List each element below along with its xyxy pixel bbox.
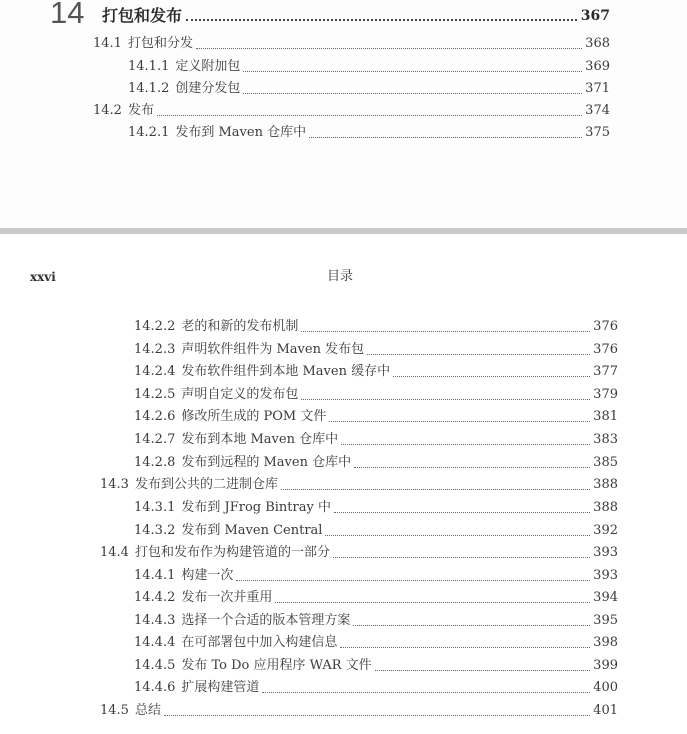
- toc-entry: [128, 56, 610, 76]
- toc-entry: [134, 452, 618, 472]
- entry-number: 14.4.5: [134, 658, 176, 673]
- entry-number: 14.4.3: [134, 613, 176, 628]
- entry-title: 扩展构建管道: [181, 680, 260, 695]
- entry-title: 在可部署包中加入构建信息: [181, 635, 338, 650]
- dot-leader: [275, 602, 590, 603]
- entry-title: 发布到远程的 Maven 仓库中: [181, 455, 352, 470]
- entry-number: 14.2: [93, 103, 122, 118]
- dot-leader: [375, 670, 591, 671]
- toc-entry: [134, 655, 618, 675]
- entry-number: 14.2.8: [134, 455, 176, 470]
- toc-entry: [134, 361, 618, 381]
- dot-leader: [325, 535, 590, 536]
- entry-title: 创建分发包: [175, 81, 241, 96]
- dot-leader: [367, 354, 590, 355]
- entry-number: 14.1.2: [128, 81, 170, 96]
- entry-page-number: 383: [593, 432, 618, 447]
- toc-entry: [134, 632, 618, 652]
- toc-entry: [134, 384, 618, 404]
- entry-page-number: 393: [593, 568, 618, 583]
- entry-title: 老的和新的发布机制: [181, 319, 299, 334]
- entry-page-number: 368: [585, 36, 610, 51]
- dot-leader: [157, 115, 582, 116]
- entry-page-number: 385: [593, 455, 618, 470]
- entry-title: 发布到公共的二进制仓库: [134, 477, 278, 492]
- page-number-label: xxvi: [30, 270, 56, 284]
- entry-page-number: 395: [593, 613, 618, 628]
- dot-leader: [281, 489, 590, 490]
- entry-number: 14.1.1: [128, 59, 170, 74]
- entry-number: 14.5: [100, 703, 129, 718]
- entry-title: 发布 To Do 应用程序 WAR 文件: [181, 658, 372, 673]
- entry-number: 14.3.2: [134, 523, 176, 538]
- dot-leader: [340, 647, 590, 648]
- toc-entry: [128, 78, 610, 98]
- entry-page-number: 393: [593, 545, 618, 560]
- entry-number: 14.1: [93, 36, 122, 51]
- entry-title: 选择一个合适的版本管理方案: [181, 613, 351, 628]
- entry-page-number: 371: [585, 81, 610, 96]
- entry-page-number: 392: [593, 523, 618, 538]
- entry-number: 14.2.6: [134, 409, 176, 424]
- entry-title: 发布软件组件到本地 Maven 缓存中: [181, 364, 391, 379]
- entry-title: 发布: [127, 103, 154, 118]
- entry-page-number: 376: [593, 319, 618, 334]
- dot-leader: [309, 137, 582, 138]
- toc-entry: [134, 406, 618, 426]
- entry-title: 修改所生成的 POM 文件: [181, 409, 327, 424]
- dot-leader: [334, 512, 590, 513]
- entry-number: 14.2.3: [134, 342, 176, 357]
- dot-leader: [393, 376, 590, 377]
- toc-entry: [134, 497, 618, 517]
- entry-number: 14.2.7: [134, 432, 176, 447]
- entry-number: 14.2.4: [134, 364, 176, 379]
- entry-title: 打包和分发: [127, 36, 193, 51]
- entry-number: 14.2.1: [128, 125, 170, 140]
- dot-leader: [236, 580, 590, 581]
- dot-leader: [243, 93, 582, 94]
- entry-number: 14.4.1: [134, 568, 176, 583]
- entry-page-number: 377: [593, 364, 618, 379]
- entry-page-number: 376: [593, 342, 618, 357]
- entry-number: 14.4: [100, 545, 129, 560]
- entry-number: 14.3: [100, 477, 129, 492]
- entry-page-number: 375: [585, 125, 610, 140]
- top-page: [0, 0, 687, 228]
- entry-page-number: 388: [593, 500, 618, 515]
- chapter-page-number: 367: [580, 8, 610, 24]
- entry-number: 14.4.6: [134, 680, 176, 695]
- dot-leader: [301, 399, 590, 400]
- entry-page-number: 394: [593, 590, 618, 605]
- entry-number: 14.4.4: [134, 635, 176, 650]
- entry-title: 发布到 Maven Central: [181, 523, 323, 538]
- entry-title: 发布到本地 Maven 仓库中: [181, 432, 339, 447]
- entry-page-number: 374: [585, 103, 610, 118]
- entry-page-number: 379: [593, 387, 618, 402]
- entry-title: 发布一次并重用: [181, 590, 273, 605]
- entry-number: 14.2.2: [134, 319, 176, 334]
- entry-page-number: 381: [593, 409, 618, 424]
- entry-title: 声明自定义的发布包: [181, 387, 299, 402]
- entry-page-number: 400: [593, 680, 618, 695]
- entry-number: 14.3.1: [134, 500, 176, 515]
- dot-leader: [354, 467, 590, 468]
- toc-entry: [93, 100, 610, 120]
- toc-entry: [134, 316, 618, 336]
- entry-title: 发布到 JFrog Bintray 中: [181, 500, 331, 515]
- toc-entry: [93, 33, 610, 53]
- toc-entry: [100, 474, 618, 494]
- toc-entry: [134, 677, 618, 697]
- dot-leader: [164, 715, 590, 716]
- toc-entry: [134, 520, 618, 540]
- chapter-number: 14: [50, 0, 85, 30]
- chapter-title: 打包和发布: [102, 6, 183, 25]
- toc-entry: [100, 700, 618, 720]
- dot-leader: [333, 557, 590, 558]
- entry-title: 定义附加包: [175, 59, 241, 74]
- dot-leader: [196, 48, 582, 49]
- chapter-heading: [50, 0, 610, 30]
- dot-leader: [353, 625, 590, 626]
- entry-number: 14.2.5: [134, 387, 176, 402]
- entry-page-number: 388: [593, 477, 618, 492]
- toc-heading: 目录: [326, 269, 353, 284]
- toc-entry: [128, 122, 610, 142]
- entry-title: 发布到 Maven 仓库中: [175, 125, 307, 140]
- toc-entry: [134, 610, 618, 630]
- entry-page-number: 401: [593, 703, 618, 718]
- dot-leader: [186, 19, 577, 21]
- entry-title: 总结: [134, 703, 161, 718]
- dot-leader: [243, 71, 582, 72]
- toc-entry: [134, 565, 618, 585]
- entry-page-number: 398: [593, 635, 618, 650]
- entry-page-number: 369: [585, 59, 610, 74]
- toc-entry: [100, 542, 618, 562]
- entry-title: 构建一次: [181, 568, 234, 583]
- entry-number: 14.4.2: [134, 590, 176, 605]
- toc-entry: [134, 339, 618, 359]
- entry-page-number: 399: [593, 658, 618, 673]
- dot-leader: [341, 444, 590, 445]
- toc-entry: [134, 587, 618, 607]
- dot-leader: [301, 331, 590, 332]
- entry-title: 声明软件组件为 Maven 发布包: [181, 342, 365, 357]
- dot-leader: [329, 421, 590, 422]
- toc-entry: [134, 429, 618, 449]
- entry-title: 打包和发布作为构建管道的一部分: [134, 545, 330, 560]
- dot-leader: [262, 692, 590, 693]
- bottom-page: [0, 234, 687, 734]
